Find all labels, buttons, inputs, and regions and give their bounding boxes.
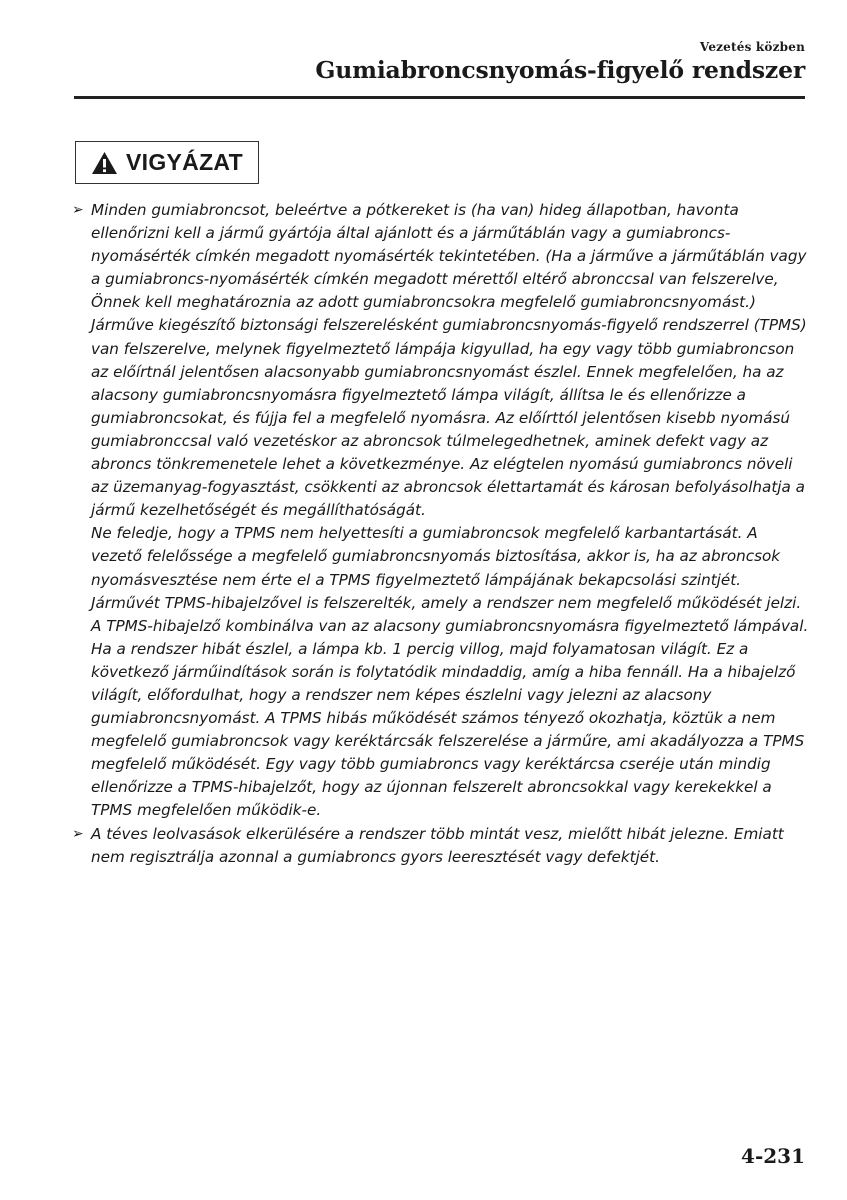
bullet-arrow-icon: ➢ — [72, 202, 84, 218]
paragraph: Ne feledje, hogy a TPMS nem helyettesíti a gumiabroncsok megfelelő karbantartását. A vezető felelőssége a megfelelő gumiabroncsnyomás biztosítása, akkor is, ha az abroncsok nyomásvesztése nem érte el a TPMS figyelmeztető lámpájának bekapcsolási szintjét. — [91, 524, 781, 589]
section-header: Vezetés közben — [699, 40, 805, 54]
paragraph: Járművét TPMS-hibajelzővel is felszerelték, amely a rendszer nem megfelelő működését jelzi. — [91, 593, 802, 612]
warning-box — [75, 141, 259, 184]
paragraph: Minden gumiabroncsot, beleértve a pótkereket is (ha van) hideg állapotban, havonta ellenőrizni kell a jármű gyártója által ajánlott és a járműtáblán vagy a gumiabroncs-nyomásérték címkén megadott nyomásérték tekintetében. (Ha a járműve a járműtáblán vagy a gumiabroncs-nyomásérték címkén megadott mérettől eltérő abronccsal van felszerelve, Önnek kell meghatároznia az adott gumiabroncsokra megfelelő gumiabroncsnyomást.) — [91, 201, 807, 312]
header-divider — [74, 96, 805, 99]
warning-content — [72, 199, 812, 869]
paragraph: Járműve kiegészítő biztonsági felszerelésként gumiabroncsnyomás-figyelő rendszerrel (TPMS) van felszerelve, melynek figyelmeztető lámpája kigyullad, ha egy vagy több gumiabroncson az előírtnál jelentősen alacsonyabb gumiabroncsnyomást észlel. Ennek megfelelően, ha az alacsony gumiabroncsnyomásra figyelmeztető lámpa világít, állítsa le és ellenőrizze a gumiabroncsokat, és fújja fel a megfelelő nyomásra. Az előírttól jelentősen kisebb nyomású gumiabronccsal való vezetéskor az abroncsok túlmelegedhetnek, aminek defekt vagy az abroncs tönkremenetele lehet a következménye. Az elégtelen nyomású gumiabroncs növeli az üzemanyag-fogyasztást, csökkenti az abroncsok élettartamát és károsan befolyásolhatja a jármű kezelhetőségét és megállíthatóságát. — [91, 316, 807, 520]
warning-label: VIGYÁZAT — [126, 149, 243, 175]
page-number: 4-231 — [741, 1144, 805, 1168]
page-title: Gumiabroncsnyomás-figyelő rendszer — [315, 56, 805, 84]
paragraph: A téves leolvasások elkerülésére a rendszer több mintát vesz, mielőtt hibát jelezne. Emiatt nem regisztrálja azonnal a gumiabroncs gyors leeresztését vagy defektjét. — [91, 824, 784, 866]
bullet-item — [72, 199, 812, 823]
bullet-arrow-icon: ➢ — [72, 825, 84, 842]
bullet-item — [72, 823, 812, 869]
paragraph: A TPMS-hibajelző kombinálva van az alacsony gumiabroncsnyomásra figyelmeztető lámpával. Ha a rendszer hibát észlel, a lámpa kb. 1 percig villog, majd folyamatosan világít. Ez a következő járműindítások során is folytatódik mindaddig, amíg a hiba fennáll. Ha a hibajelző világít, előfordulhat, hogy a rendszer nem képes észlelni vagy jelezni az alacsony gumiabroncsnyomást. A TPMS hibás működését számos tényező okozhatja, köztük a nem megfelelő gumiabroncsok vagy keréktárcsák felszerelése a járműre, ami akadályozza a TPMS megfelelő működését. Egy vagy több gumiabroncs vagy keréktárcsa cseréje után mindig ellenőrizze a TPMS-hibajelzőt, hogy az újonnan felszerelt abroncsokkal vagy kerekekkel a TPMS megfelelően működik-e. — [91, 616, 809, 820]
warning-triangle-icon — [91, 151, 118, 175]
